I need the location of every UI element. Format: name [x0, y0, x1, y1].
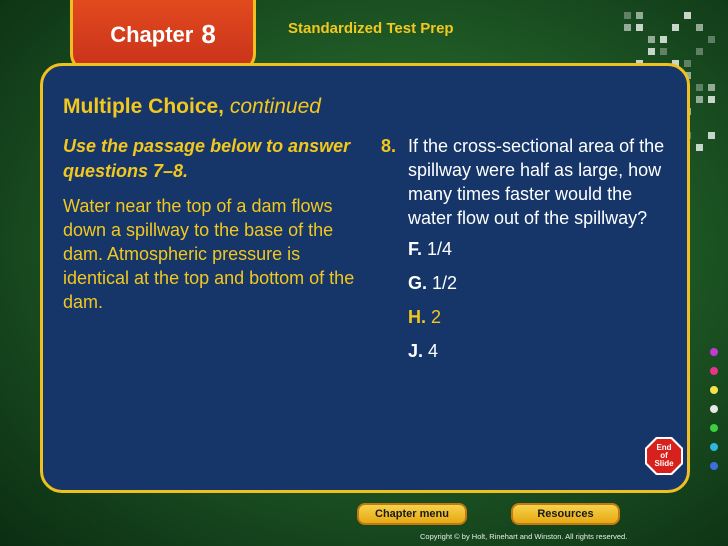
deco-square: [708, 96, 715, 103]
option-h-correct: [408, 306, 681, 329]
chapter-number: 8: [201, 19, 216, 49]
resources-button[interactable]: Resources: [511, 503, 620, 525]
color-dot: [710, 386, 718, 394]
option-value: 4: [428, 341, 439, 361]
question-text: If the cross-sectional area of the spillway were half as large, how many times faster would the water flow out of the spillway?: [408, 136, 665, 228]
deco-square: [684, 12, 691, 19]
color-dot: [710, 424, 718, 432]
deco-square: [624, 12, 631, 19]
deco-square: [636, 24, 643, 31]
deco-square: [660, 48, 667, 55]
passage-column: [63, 134, 363, 314]
option-f: [408, 238, 681, 261]
answer-options: [408, 238, 681, 363]
color-dot: [710, 405, 718, 413]
deco-square: [672, 24, 679, 31]
deco-square: [708, 132, 715, 139]
end-of-slide-line-3: Slide: [654, 459, 674, 468]
section-title-suffix: continued: [229, 95, 321, 118]
option-letter: G.: [408, 273, 428, 293]
color-dot: [710, 462, 718, 470]
deco-square: [696, 48, 703, 55]
option-letter: F.: [408, 239, 423, 259]
color-dot: [710, 443, 718, 451]
deco-square: [648, 36, 655, 43]
deco-square: [636, 12, 643, 19]
option-letter: H.: [408, 307, 426, 327]
question-column: [381, 134, 681, 374]
page-header-title: Standardized Test Prep: [288, 20, 454, 37]
deco-square: [696, 96, 703, 103]
deco-square: [684, 60, 691, 67]
question: [381, 134, 681, 230]
option-g: [408, 272, 681, 295]
deco-square: [624, 24, 631, 31]
option-letter: J.: [408, 341, 424, 361]
chapter-word: Chapter: [110, 21, 194, 47]
chapter-tab: [70, 0, 256, 72]
deco-square: [708, 84, 715, 91]
deco-square: [696, 84, 703, 91]
color-dot: [710, 367, 718, 375]
option-value: 1/2: [432, 273, 458, 293]
deco-square: [660, 36, 667, 43]
passage-text: Water near the top of a dam flows down a spillway to the base of the dam. Atmospheric pressure is identical at the top and bottom of the dam.: [63, 196, 355, 312]
deco-square: [696, 24, 703, 31]
section-title-main: Multiple Choice,: [63, 95, 225, 118]
deco-square: [708, 36, 715, 43]
option-value: 1/4: [427, 239, 453, 259]
end-of-slide-stop-icon[interactable]: [644, 436, 684, 476]
question-number: 8.: [381, 136, 397, 156]
end-of-slide-line-1: End: [656, 443, 672, 452]
color-dot: [710, 348, 718, 356]
copyright-text: Copyright © by Holt, Rinehart and Winston. All rights reserved.: [420, 532, 628, 541]
color-dots: [710, 348, 720, 481]
deco-square: [648, 48, 655, 55]
section-title: [63, 95, 321, 119]
chapter-menu-button[interactable]: Chapter menu: [357, 503, 467, 525]
option-j: [408, 340, 681, 363]
deco-square: [696, 144, 703, 151]
end-of-slide-line-2: of: [660, 451, 668, 460]
option-value: 2: [431, 307, 442, 327]
passage-instruction: Use the passage below to answer questions 7–8.: [63, 136, 351, 181]
